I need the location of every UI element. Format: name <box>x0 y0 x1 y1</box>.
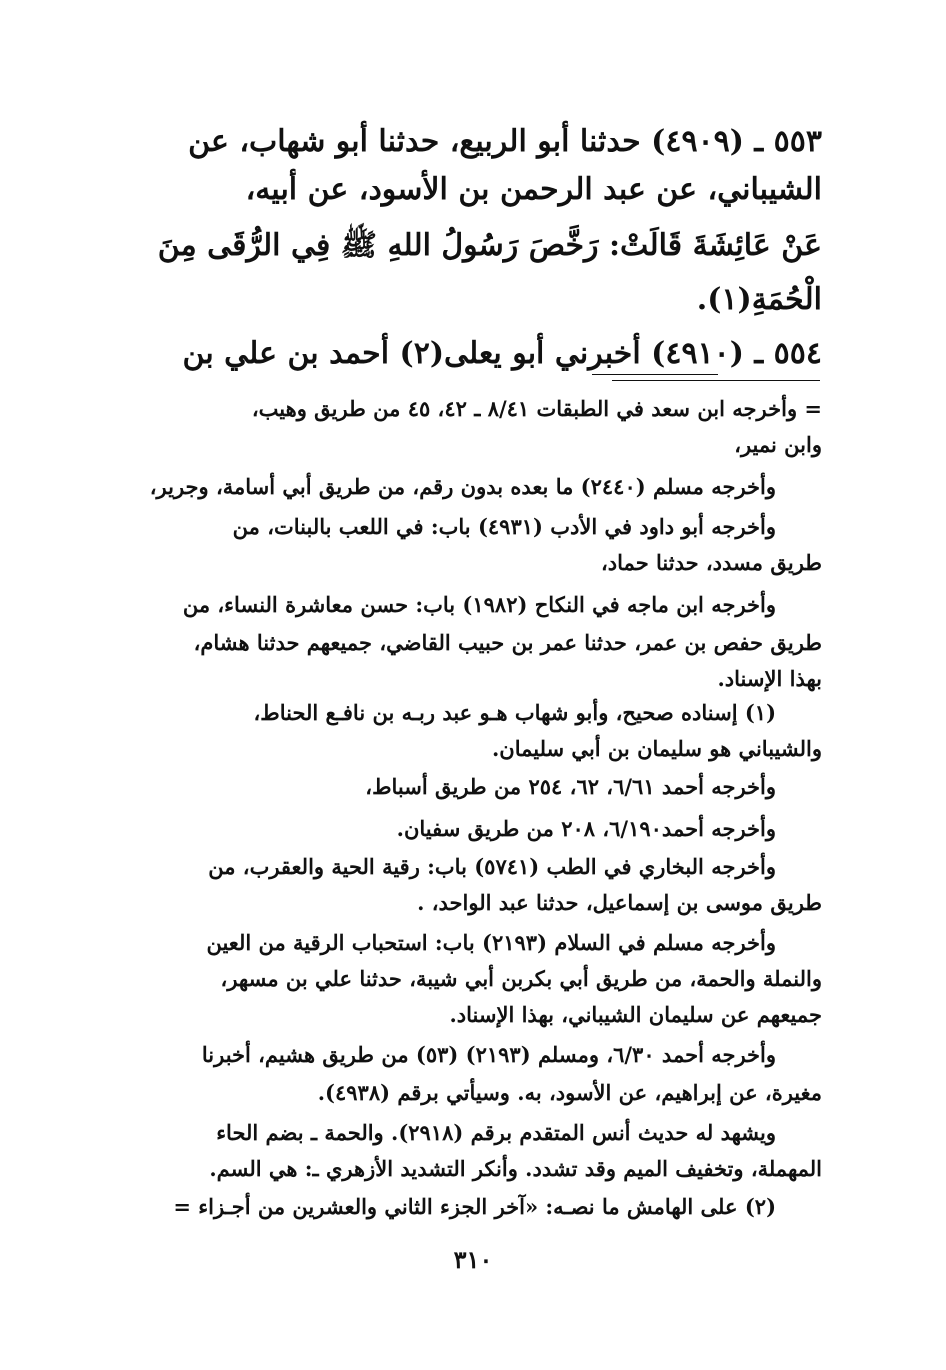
footnote-line: وأخرجه ابن ماجه في النكاح (١٩٨٢) باب: حسن معاشرة النساء، من <box>182 592 776 617</box>
footnote-line: وأخرجه مسلم في السلام (٢١٩٣) باب: استحباب الرقية من العين <box>206 930 776 955</box>
footnote-line: طريق حفص بن عمر، حدثنا عمر بن حبيب القاضي، جميعهم حدثنا هشام، <box>193 630 822 655</box>
hadith-553-line-1: ٥٥٣ ـ (٤٩٠٩) حدثنا أبو الربيع، حدثنا أبو شهاب، عن <box>188 124 822 159</box>
footnote-line: = وأخرجه ابن سعد في الطبقات ٨/٤١ ـ ٤٢، ٤٥ من طريق وهيب، <box>251 396 822 421</box>
hadith-554-line-1: ٥٥٤ ـ (٤٩١٠) أخبرني أبو يعلى(٢) أحمد بن علي بن <box>182 336 822 371</box>
footnote-line: جميعهم عن سليمان الشيباني، بهذا الإسناد. <box>449 1002 822 1027</box>
footnote-1-start: (١) إسناده صحيح، وأبو شهاب هـو عبد ربـه بن نافـع الحناط، <box>253 700 776 725</box>
footnote-line: وأخرجه أحمد ٦/٣٠، ومسلم (٢١٩٣) (٥٣) من طريق هشيم، أخبرنا <box>201 1042 776 1067</box>
footnote-line: وابن نمير، <box>734 432 822 457</box>
hadith-553-line-2: الشيباني، عن عبد الرحمن بن الأسود، عن أبيه، <box>245 172 822 207</box>
footnote-line: طريق مسدد، حدثنا حماد، <box>601 550 822 575</box>
footnote-line: وأخرجه أحمد ٦/٦١، ٦٢، ٢٥٤ من طريق أسباط، <box>365 774 776 799</box>
footnote-line: بهذا الإسناد. <box>717 666 822 691</box>
page-number: ٣١٠ <box>453 1245 493 1274</box>
footnote-line: وأخرجه أبو داود في الأدب (٤٩٣١) باب: في اللعب بالبنات، من <box>232 514 776 539</box>
footnote-line: وأخرجه البخاري في الطب (٥٧٤١) باب: رقية الحية والعقرب، من <box>208 854 776 879</box>
footnote-line: المهملة، وتخفيف الميم وقد تشدد. وأنكر التشديد الأزهري ـ: هي السم. <box>209 1156 822 1181</box>
footnote-line: ويشهد له حديث أنس المتقدم برقم (٢٩١٨). والحمة ـ بضم الحاء <box>216 1120 776 1145</box>
footnote-line: والنملة والحمة، من طريق أبي بكربن أبي شيبة، حدثنا علي بن مسهر، <box>220 966 822 991</box>
hadith-553-line-3: عَنْ عَائِشَةَ قَالَتْ: رَخَّصَ رَسُولُ اللهِ ﷺ فِي الرُّقَى مِنَ <box>157 228 822 263</box>
footnote-line: والشيباني هو سليمان بن أبي سليمان. <box>491 736 822 761</box>
hadith-number-underline <box>592 374 718 375</box>
footnote-separator <box>612 380 820 381</box>
footnote-line: وأخرجه أحمد٦/١٩٠، ٢٠٨ من طريق سفيان. <box>396 816 776 841</box>
footnote-2-start: (٢) على الهامش ما نصـه: «آخر الجزء الثاني والعشرين من أجـزاء = <box>173 1194 776 1219</box>
footnote-line: طريق موسى بن إسماعيل، حدثنا عبد الواحد، . <box>417 890 822 915</box>
hadith-553-line-4: الْحُمَةِ(١). <box>696 282 822 317</box>
footnote-line: مغيرة، عن إبراهيم، عن الأسود، به. وسيأتي برقم (٤٩٣٨). <box>317 1080 822 1105</box>
footnote-line: وأخرجه مسلم (٢٤٤٠) ما بعده بدون رقم، من طريق أبي أسامة، وجرير، <box>149 474 776 499</box>
